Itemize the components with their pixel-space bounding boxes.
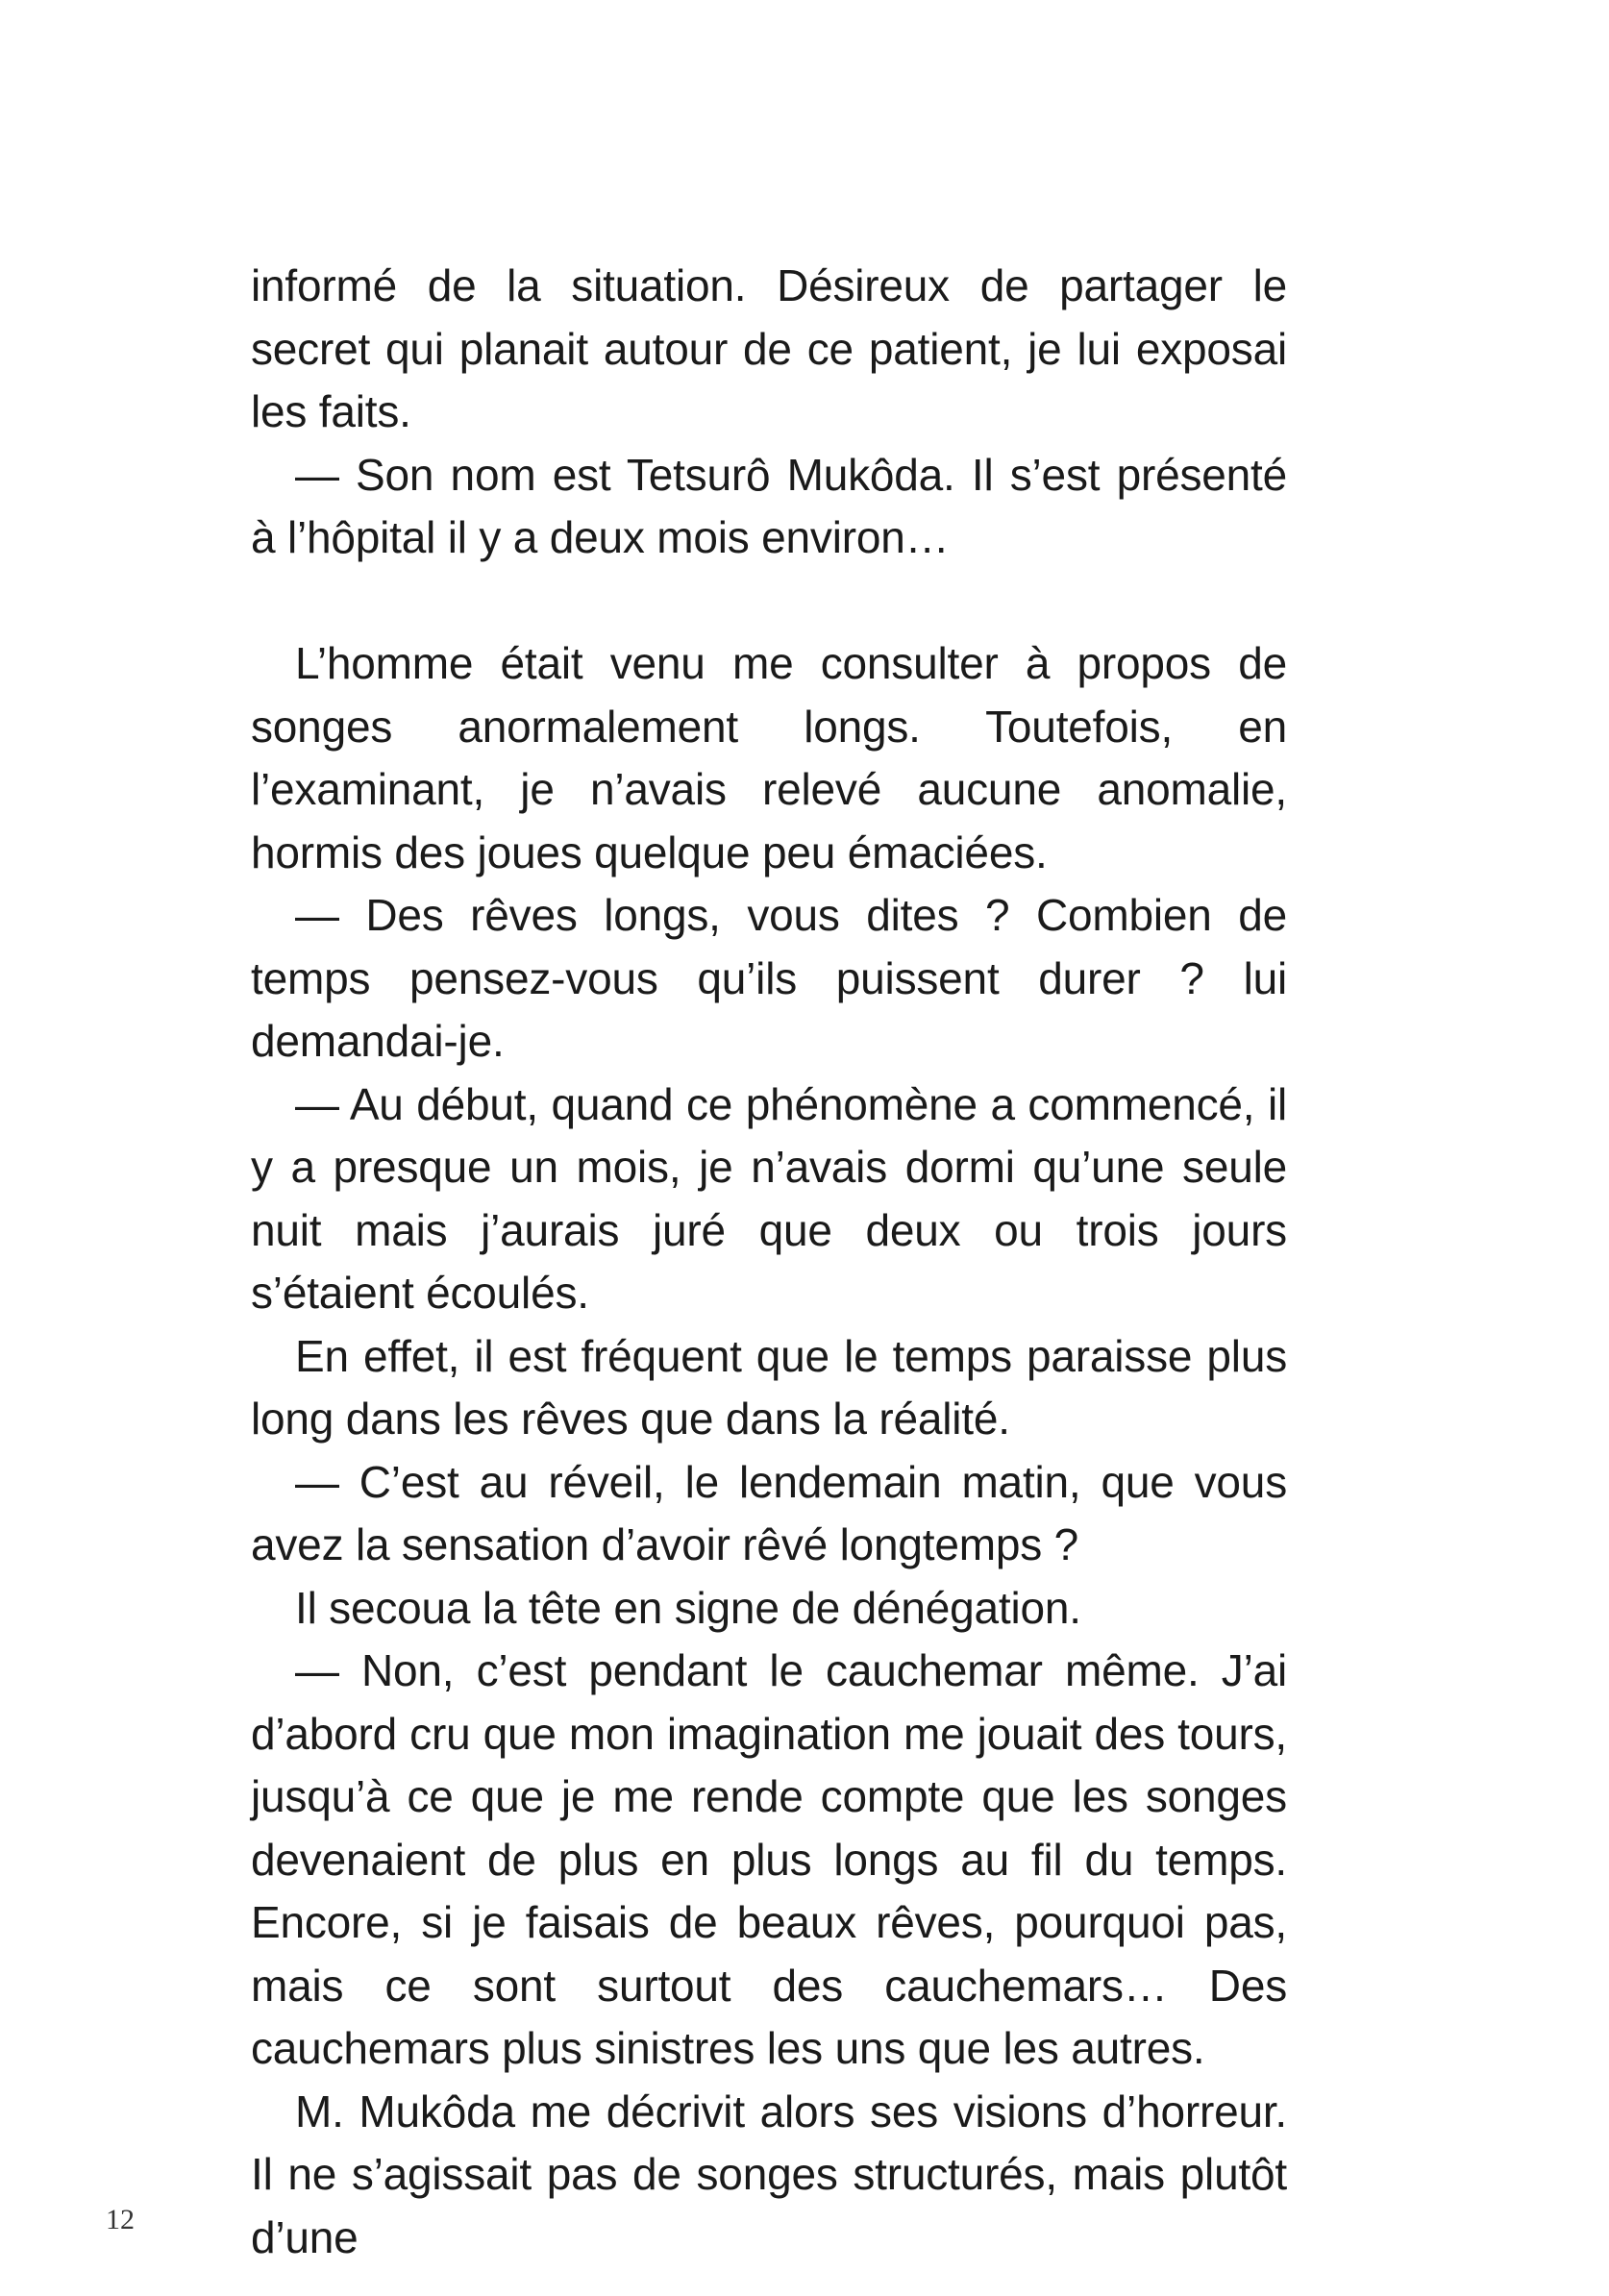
paragraph: M. Mukôda me décrivit alors ses visions d’horreur. Il ne s’agissait pas de songes structurés, mais plutôt d’une — [251, 2086, 1287, 2262]
dialogue-paragraph: — C’est au réveil, le lendemain matin, que vous avez la sensation d’avoir rêvé longtemps ? — [251, 1456, 1287, 1569]
page-number: 12 — [106, 2204, 135, 2235]
dialogue-paragraph: — Son nom est Tetsurô Mukôda. Il s’est présenté à l’hôpital il y a deux mois environ… — [251, 449, 1287, 562]
body-text — [251, 255, 1287, 2269]
paragraph-continuation: informé de la situation. Désireux de partager le secret qui planait autour de ce patient, je lui exposai les faits. — [251, 260, 1287, 436]
dialogue-paragraph: — Des rêves longs, vous dites ? Combien de temps pensez-vous qu’ils puissent durer ? lui demandai-je. — [251, 890, 1287, 1066]
dialogue-paragraph: — Au début, quand ce phénomène a commencé, il y a presque un mois, je n’avais dormi qu’une seule nuit mais j’aurais juré que deux ou trois jours s’étaient écoulés. — [251, 1078, 1287, 1318]
paragraph: En effet, il est fréquent que le temps paraisse plus long dans les rêves que dans la réalité. — [251, 1330, 1287, 1444]
paragraph: L’homme était venu me consulter à propos de songes anormalement longs. Toutefois, en l’examinant, je n’avais relevé aucune anomalie, hormis des joues quelque peu émaciées. — [251, 638, 1287, 877]
dialogue-paragraph: — Non, c’est pendant le cauchemar même. J’ai d’abord cru que mon imagination me jouait des tours, jusqu’à ce que je me rende compte que les songes devenaient de plus en plus longs au fil du temps. Encore, si je faisais de beaux rêves, pourquoi pas, mais ce sont surtout des cauchemars… Des cauchemars plus sinistres les uns que les autres. — [251, 1645, 1287, 2073]
paragraph: Il secoua la tête en signe de dénégation. — [295, 1582, 1081, 1633]
